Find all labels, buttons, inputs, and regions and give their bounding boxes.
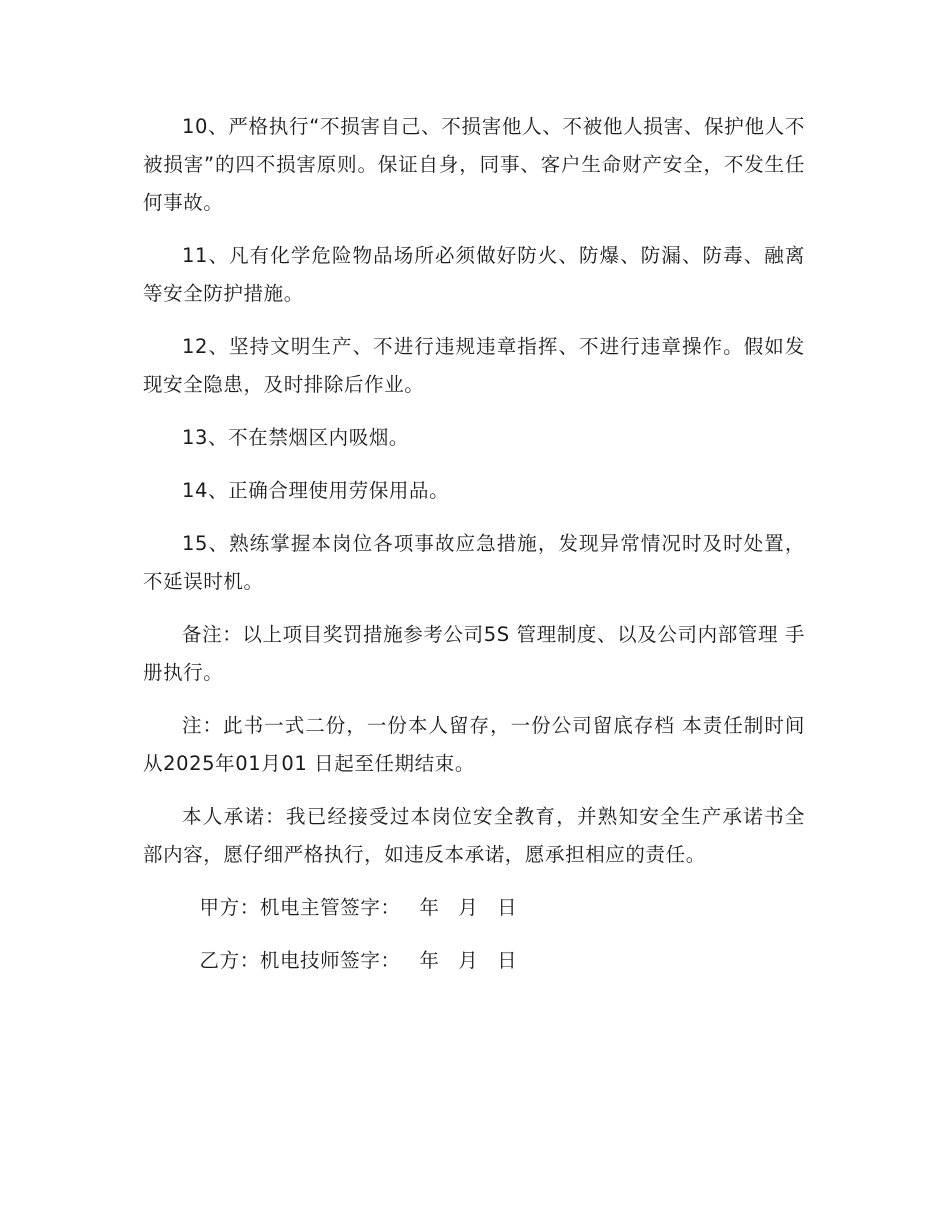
clause-14: 14、正确合理使用劳保用品。 bbox=[182, 479, 450, 502]
remark-note: 备注：以上项目奖罚措施参考公司5S 管理制度、以及公司内部管理 手册执行。 bbox=[143, 623, 805, 684]
clause-10: 10、严格执行“不损害自己、不损害他人、不被他人损害、保护他人不被损害”的四不损害原则。保证自身，同事、客户生命财产安全，不发生任何事故。 bbox=[143, 115, 805, 214]
document-body bbox=[143, 108, 805, 995]
signature-party-a: 甲方：机电主管签字： 年 月 日 bbox=[199, 896, 518, 919]
copies-note: 注：此书一式二份，一份本人留存，一份公司留底存档 本责任制时间从2025年01月01 日起至任期结束。 bbox=[143, 714, 805, 775]
clause-13: 13、不在禁烟区内吸烟。 bbox=[182, 426, 410, 449]
clause-15: 15、熟练掌握本岗位各项事故应急措施，发现异常情况时及时处置，不延误时机。 bbox=[143, 532, 805, 593]
clause-12: 12、坚持文明生产、不进行违规违章指挥、不进行违章操作。假如发现安全隐患，及时排除后作业。 bbox=[143, 335, 805, 396]
signature-party-b: 乙方：机电技师签字： 年 月 日 bbox=[199, 949, 518, 972]
clause-11: 11、凡有化学危险物品场所必须做好防火、防爆、防漏、防毒、融离 等安全防护措施。 bbox=[143, 244, 805, 305]
commitment-statement: 本人承诺：我已经接受过本岗位安全教育，并熟知安全生产承诺书全 部内容，愿仔细严格执行，如违反本承诺，愿承担相应的责任。 bbox=[143, 805, 805, 866]
